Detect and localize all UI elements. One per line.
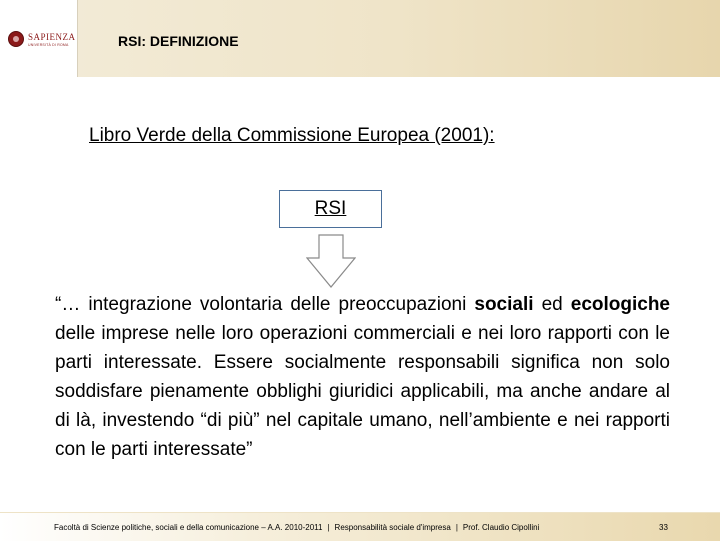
quote-bold-ecologiche: ecologiche [570, 294, 670, 315]
seal-icon [8, 31, 24, 47]
quote-text-2: ed [533, 294, 571, 315]
logo-name: SAPIENZA [28, 32, 76, 42]
slide-title: RSI: DEFINIZIONE [118, 33, 239, 49]
definition-quote [55, 290, 670, 464]
slide-header [0, 0, 720, 77]
quote-text-1: “… integrazione volontaria delle preoccupazioni [55, 294, 475, 315]
page-number: 33 [659, 523, 668, 532]
rsi-box [279, 190, 382, 228]
footer-separator: | [327, 523, 330, 532]
footer-faculty: Facoltà di Scienze politiche, sociali e della comunicazione – A.A. 2010-2011 [54, 523, 323, 532]
quote-text-3: delle imprese nelle loro operazioni commerciali e nei loro rapporti con le parti interessate. Essere socialmente responsabili significa non solo soddisfare pienamente obblighi giuridici applicabili, ma anche andare al di là, investendo “di più” nel capitale umano, nell’ambiente e nei rapporti con le parti interessate” [55, 323, 670, 460]
footer-professor: Prof. Claudio Cipollini [462, 523, 540, 532]
university-logo [0, 0, 78, 77]
rsi-box-label: RSI [314, 198, 347, 219]
down-arrow-icon [306, 234, 356, 288]
quote-bold-sociali: sociali [474, 294, 534, 315]
logo-subtitle: UNIVERSITÀ DI ROMA [28, 43, 69, 47]
footer-course: Responsabilità sociale d'impresa [334, 523, 451, 532]
source-heading: Libro Verde della Commissione Europea (2001): [89, 125, 495, 146]
footer-text [54, 523, 539, 532]
footer-separator: | [455, 523, 458, 532]
